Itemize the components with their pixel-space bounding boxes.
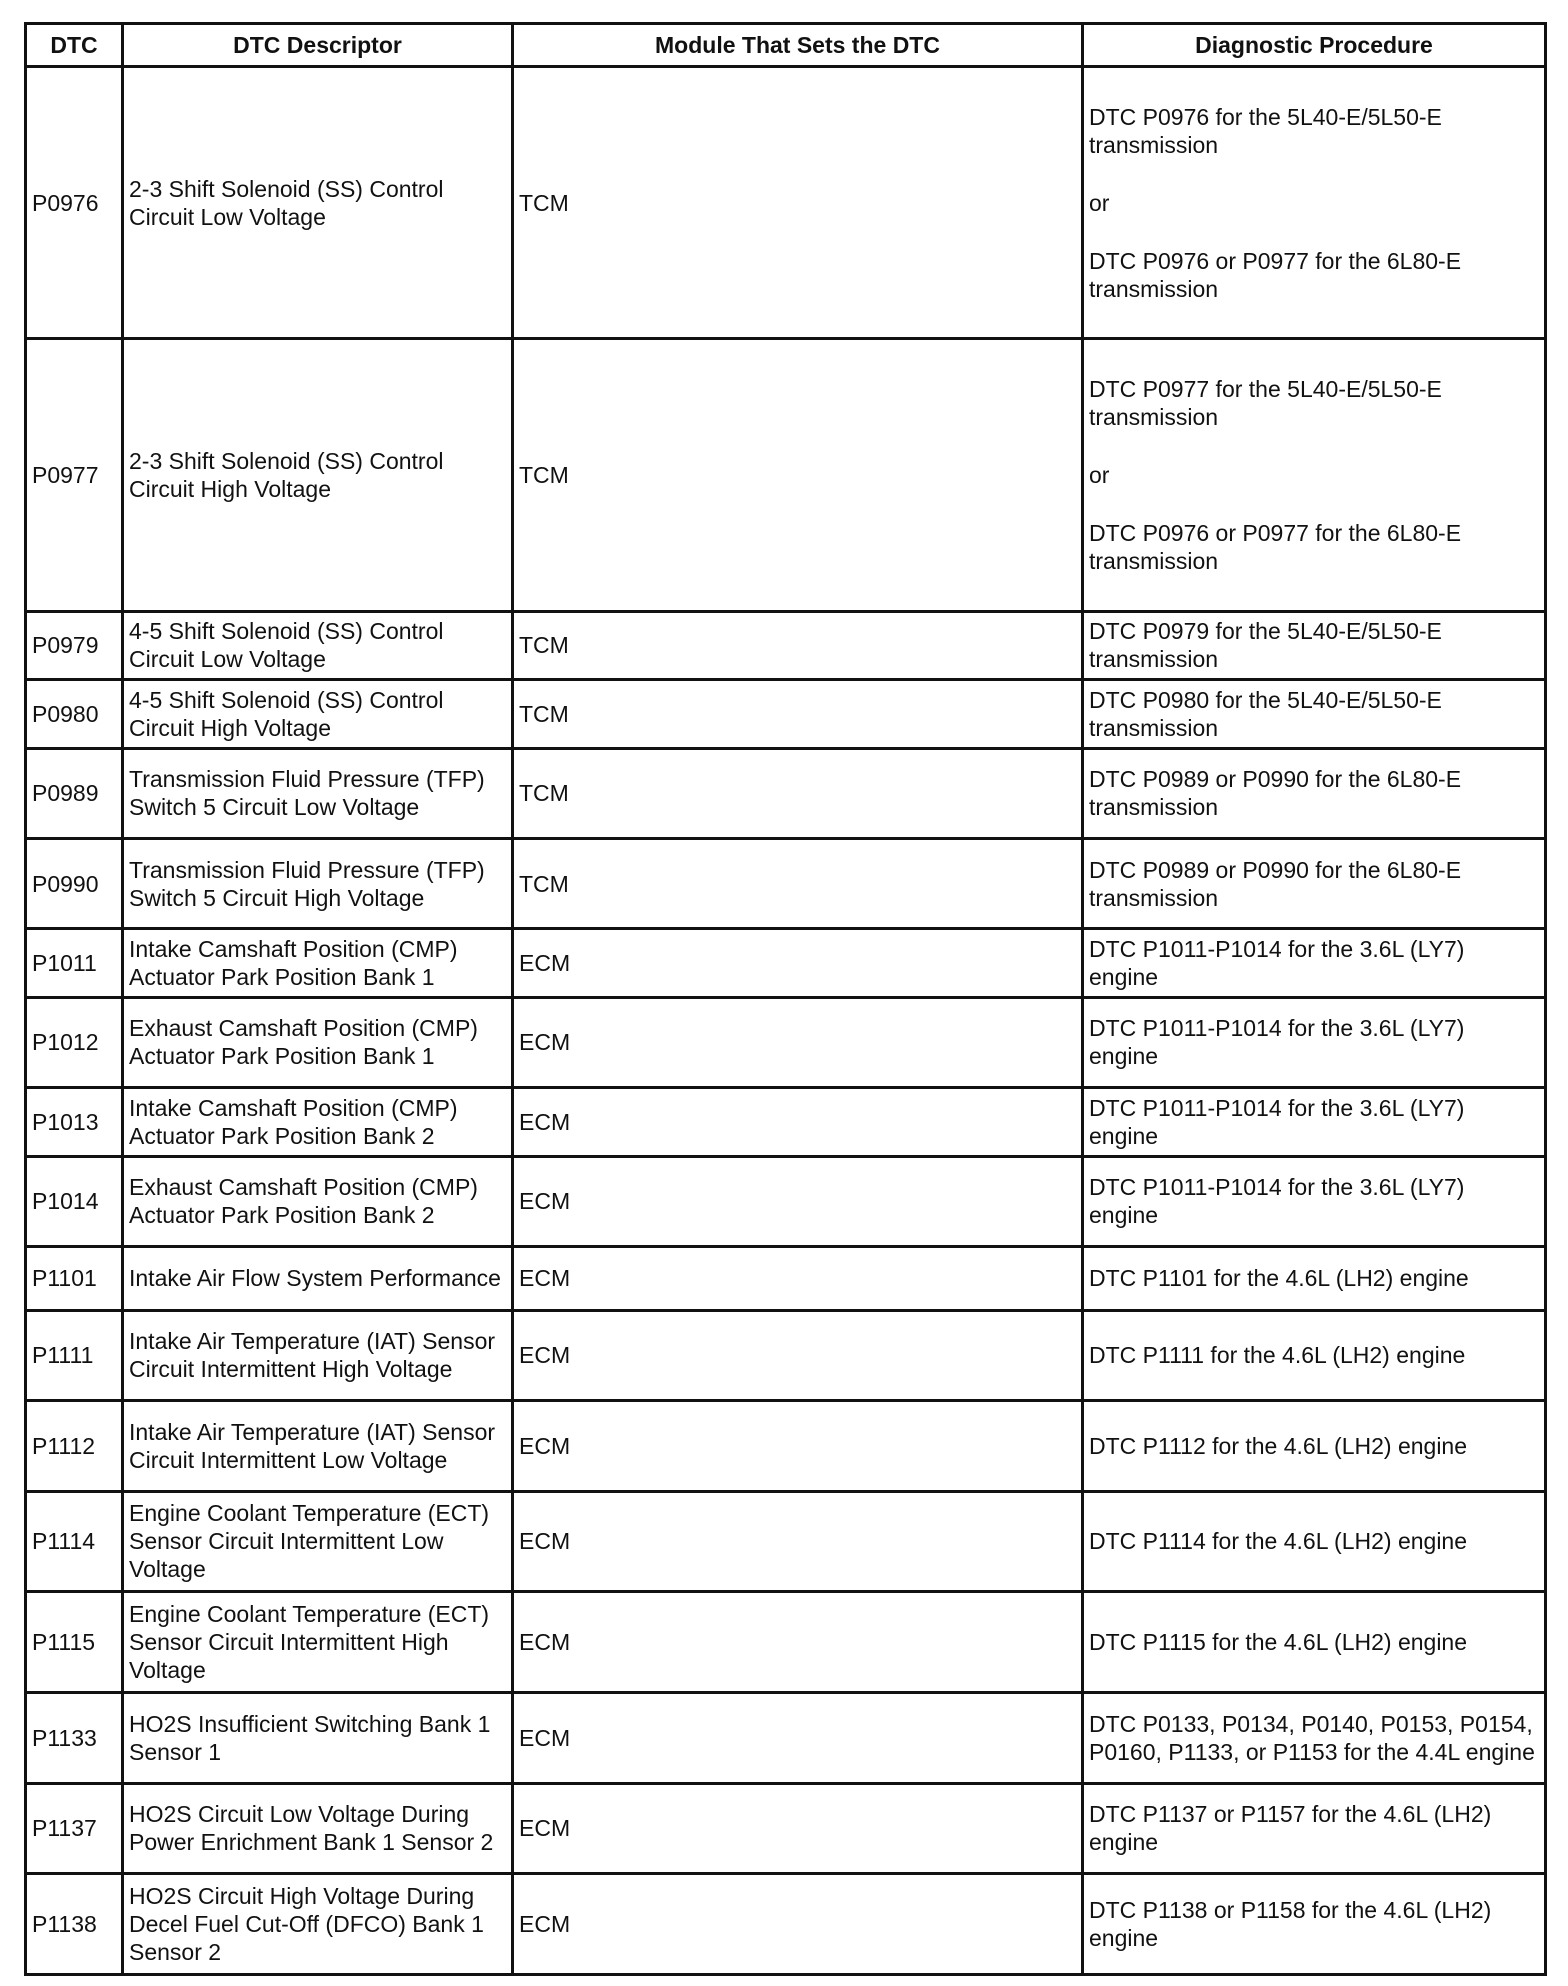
procedure-separator: or <box>1089 189 1110 216</box>
dtc-code: P1013 <box>26 1088 123 1156</box>
dtc-descriptor: 2-3 Shift Solenoid (SS) Control Circuit Low Voltage <box>123 67 513 339</box>
dtc-code: P1012 <box>26 997 123 1087</box>
table-row <box>26 997 1546 1087</box>
dtc-code: P1112 <box>26 1401 123 1491</box>
dtc-procedure <box>1083 1491 1546 1592</box>
dtc-module: ECM <box>513 1156 1083 1246</box>
table-row <box>26 929 1546 997</box>
procedure-line: DTC P1115 for the 4.6L (LH2) engine <box>1089 1629 1468 1656</box>
table-row <box>26 339 1546 611</box>
dtc-descriptor: Engine Coolant Temperature (ECT) Sensor Circuit Intermittent High Voltage <box>123 1592 513 1693</box>
dtc-code: P1011 <box>26 929 123 997</box>
dtc-code: P1114 <box>26 1491 123 1592</box>
procedure-line: DTC P1112 for the 4.6L (LH2) engine <box>1089 1432 1468 1459</box>
dtc-module: ECM <box>513 997 1083 1087</box>
procedure-line: DTC P0976 for the 5L40-E/5L50-E transmission <box>1089 103 1442 158</box>
procedure-line: DTC P1011-P1014 for the 3.6L (LY7) engine <box>1089 936 1465 991</box>
procedure-line: DTC P1111 for the 4.6L (LH2) engine <box>1089 1342 1466 1369</box>
dtc-descriptor: HO2S Circuit High Voltage During Decel Fuel Cut-Off (DFCO) Bank 1 Sensor 2 <box>123 1874 513 1975</box>
header-descriptor: DTC Descriptor <box>123 24 513 67</box>
procedure-line: DTC P0989 or P0990 for the 6L80-E transmission <box>1089 766 1462 821</box>
dtc-procedure <box>1083 1693 1546 1783</box>
table-row <box>26 1693 1546 1783</box>
table-row <box>26 1088 1546 1156</box>
dtc-module: ECM <box>513 1088 1083 1156</box>
dtc-descriptor: Exhaust Camshaft Position (CMP) Actuator Park Position Bank 2 <box>123 1156 513 1246</box>
dtc-module: ECM <box>513 1401 1083 1491</box>
dtc-procedure <box>1083 1156 1546 1246</box>
dtc-code: P0977 <box>26 339 123 611</box>
dtc-descriptor: 4-5 Shift Solenoid (SS) Control Circuit Low Voltage <box>123 611 513 679</box>
dtc-module: TCM <box>513 67 1083 339</box>
dtc-code: P0990 <box>26 838 123 928</box>
dtc-procedure <box>1083 1874 1546 1975</box>
dtc-module: TCM <box>513 680 1083 748</box>
dtc-code: P1014 <box>26 1156 123 1246</box>
table-row <box>26 1783 1546 1873</box>
dtc-module: TCM <box>513 339 1083 611</box>
dtc-module: ECM <box>513 1246 1083 1310</box>
dtc-code: P0979 <box>26 611 123 679</box>
dtc-descriptor: Transmission Fluid Pressure (TFP) Switch 5 Circuit High Voltage <box>123 838 513 928</box>
table-row <box>26 1401 1546 1491</box>
dtc-module: TCM <box>513 611 1083 679</box>
dtc-code: P1137 <box>26 1783 123 1873</box>
dtc-code: P1138 <box>26 1874 123 1975</box>
dtc-procedure <box>1083 1246 1546 1310</box>
dtc-descriptor: 2-3 Shift Solenoid (SS) Control Circuit High Voltage <box>123 339 513 611</box>
dtc-code: P0989 <box>26 748 123 838</box>
table-row <box>26 1491 1546 1592</box>
procedure-line: DTC P1011-P1014 for the 3.6L (LY7) engine <box>1089 1174 1465 1229</box>
dtc-descriptor: Intake Air Temperature (IAT) Sensor Circuit Intermittent High Voltage <box>123 1310 513 1400</box>
dtc-code: P1101 <box>26 1246 123 1310</box>
table-row <box>26 680 1546 748</box>
dtc-descriptor: Intake Air Flow System Performance <box>123 1246 513 1310</box>
dtc-procedure <box>1083 67 1546 339</box>
dtc-descriptor: Engine Coolant Temperature (ECT) Sensor Circuit Intermittent Low Voltage <box>123 1491 513 1592</box>
procedure-separator: or <box>1089 462 1110 489</box>
table-row <box>26 1156 1546 1246</box>
table-row <box>26 1592 1546 1693</box>
dtc-procedure <box>1083 997 1546 1087</box>
dtc-module: TCM <box>513 838 1083 928</box>
dtc-code: P1133 <box>26 1693 123 1783</box>
dtc-module: ECM <box>513 1783 1083 1873</box>
procedure-line: DTC P0976 or P0977 for the 6L80-E transmission <box>1089 520 1462 575</box>
dtc-code: P0980 <box>26 680 123 748</box>
dtc-procedure <box>1083 1592 1546 1693</box>
dtc-descriptor: HO2S Circuit Low Voltage During Power Enrichment Bank 1 Sensor 2 <box>123 1783 513 1873</box>
dtc-descriptor: Intake Camshaft Position (CMP) Actuator Park Position Bank 2 <box>123 1088 513 1156</box>
dtc-table <box>24 22 1547 1976</box>
dtc-code: P1111 <box>26 1310 123 1400</box>
dtc-code: P1115 <box>26 1592 123 1693</box>
table-row <box>26 748 1546 838</box>
procedure-line: DTC P1011-P1014 for the 3.6L (LY7) engine <box>1089 1094 1465 1149</box>
procedure-line: DTC P0979 for the 5L40-E/5L50-E transmission <box>1089 618 1442 673</box>
procedure-line: DTC P0980 for the 5L40-E/5L50-E transmission <box>1089 686 1442 741</box>
dtc-procedure <box>1083 929 1546 997</box>
dtc-code: P0976 <box>26 67 123 339</box>
procedure-line: DTC P1114 for the 4.6L (LH2) engine <box>1089 1528 1468 1555</box>
table-row <box>26 1874 1546 1975</box>
header-procedure: Diagnostic Procedure <box>1083 24 1546 67</box>
procedure-line: DTC P1137 or P1157 for the 4.6L (LH2) engine <box>1089 1801 1492 1856</box>
dtc-descriptor: Transmission Fluid Pressure (TFP) Switch 5 Circuit Low Voltage <box>123 748 513 838</box>
dtc-procedure <box>1083 1088 1546 1156</box>
table-row <box>26 611 1546 679</box>
dtc-descriptor: Intake Camshaft Position (CMP) Actuator Park Position Bank 1 <box>123 929 513 997</box>
dtc-procedure <box>1083 611 1546 679</box>
procedure-line: DTC P1101 for the 4.6L (LH2) engine <box>1089 1265 1469 1292</box>
dtc-descriptor: HO2S Insufficient Switching Bank 1 Sensor 1 <box>123 1693 513 1783</box>
procedure-line: DTC P0977 for the 5L40-E/5L50-E transmission <box>1089 376 1442 431</box>
procedure-line: DTC P0976 or P0977 for the 6L80-E transmission <box>1089 247 1462 302</box>
procedure-line: DTC P1011-P1014 for the 3.6L (LY7) engine <box>1089 1015 1465 1070</box>
dtc-module: ECM <box>513 1874 1083 1975</box>
dtc-procedure <box>1083 838 1546 928</box>
dtc-table-body <box>26 67 1546 1975</box>
table-row <box>26 67 1546 339</box>
procedure-line: DTC P1138 or P1158 for the 4.6L (LH2) engine <box>1089 1897 1492 1952</box>
header-module: Module That Sets the DTC <box>513 24 1083 67</box>
table-row <box>26 838 1546 928</box>
dtc-module: ECM <box>513 1693 1083 1783</box>
dtc-descriptor: 4-5 Shift Solenoid (SS) Control Circuit High Voltage <box>123 680 513 748</box>
dtc-module: ECM <box>513 1592 1083 1693</box>
dtc-procedure <box>1083 748 1546 838</box>
dtc-descriptor: Intake Air Temperature (IAT) Sensor Circuit Intermittent Low Voltage <box>123 1401 513 1491</box>
procedure-line: DTC P0133, P0134, P0140, P0153, P0154, P0160, P1133, or P1153 for the 4.4L engine <box>1089 1710 1535 1765</box>
header-row <box>26 24 1546 67</box>
dtc-procedure <box>1083 1310 1546 1400</box>
dtc-module: ECM <box>513 929 1083 997</box>
dtc-procedure <box>1083 339 1546 611</box>
dtc-descriptor: Exhaust Camshaft Position (CMP) Actuator Park Position Bank 1 <box>123 997 513 1087</box>
dtc-module: ECM <box>513 1491 1083 1592</box>
table-row <box>26 1246 1546 1310</box>
header-dtc: DTC <box>26 24 123 67</box>
procedure-line: DTC P0989 or P0990 for the 6L80-E transmission <box>1089 856 1462 911</box>
table-row <box>26 1310 1546 1400</box>
dtc-procedure <box>1083 680 1546 748</box>
dtc-module: ECM <box>513 1310 1083 1400</box>
dtc-procedure <box>1083 1783 1546 1873</box>
dtc-module: TCM <box>513 748 1083 838</box>
dtc-procedure <box>1083 1401 1546 1491</box>
